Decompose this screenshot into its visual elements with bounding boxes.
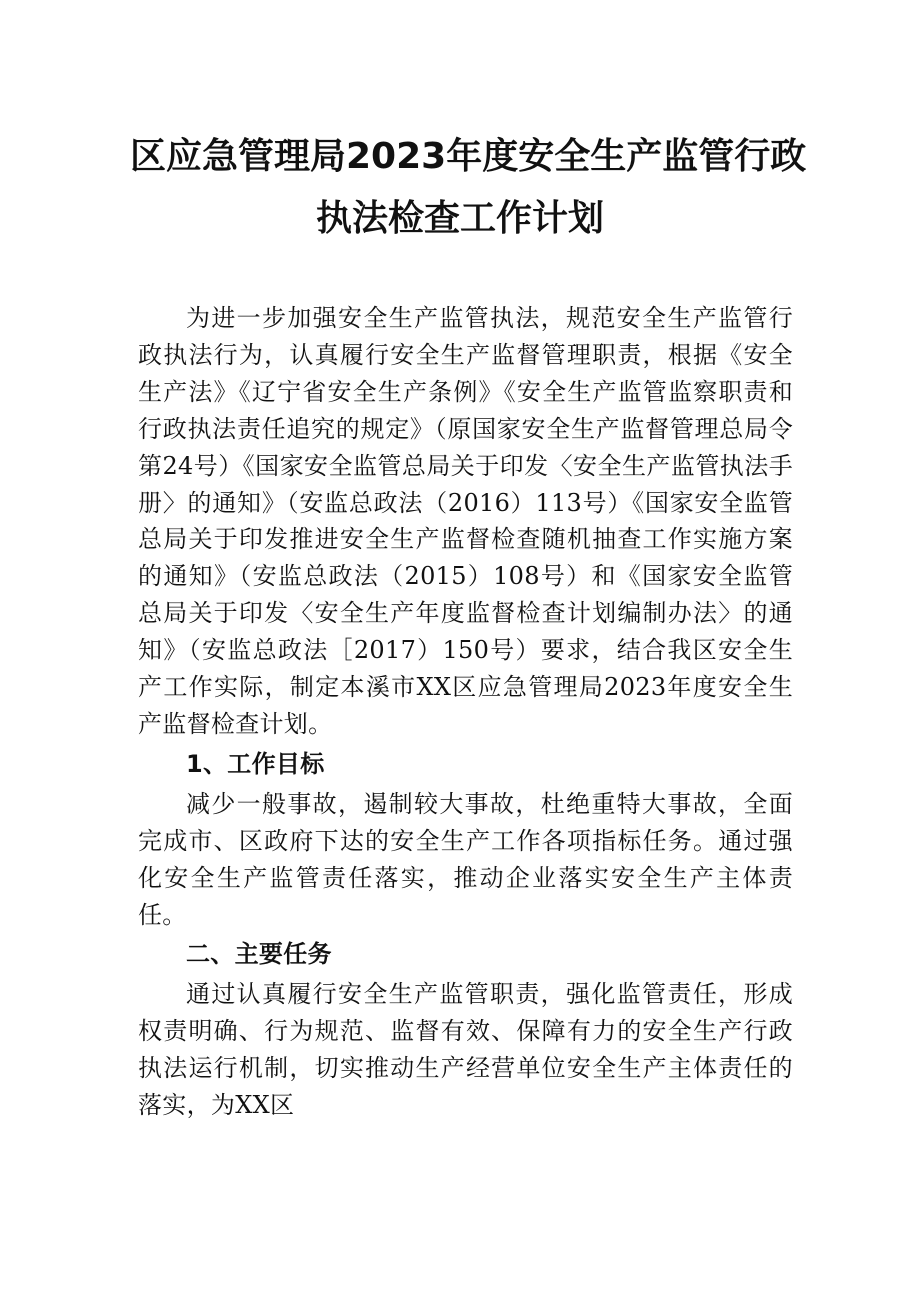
intro-paragraph: 为进一步加强安全生产监管执法，规范安全生产监管行政执法行为，认真履行安全生产监督管理职责，根据《安全生产法》《辽宁省安全生产条例》《安全生产监管监察职责和行政执法责任追究的规定》（原国家安全生产监督管理总局令第24号）《国家安全监管总局关于印发〈安全生产监管执法手册〉的通知》（安监总政法（2016）113号）《国家安全监管总局关于印发推进安全生产监督检查随机抽查工作实施方案的通知》（安监总政法（2015）108号）和《国家安全监管总局关于印发〈安全生产年度监督检查计划编制办法〉的通知》（安监总政法［2017）150号）要求，结合我区安全生产工作实际，制定本溪市XX区应急管理局2023年度安全生产监督检查计划。	[138, 304, 793, 738]
document-title-line-1: 区应急管理局2023年度安全生产监管行政	[130, 136, 807, 177]
document-body	[138, 300, 793, 1124]
document-title-line-2: 执法检查工作计划	[315, 198, 604, 239]
main-tasks-paragraph: 通过认真履行安全生产监管职责，强化监管责任，形成权责明确、行为规范、监督有效、保障有力的安全生产行政执法运行机制，切实推动生产经营单位安全生产主体责任的落实，为XX区	[138, 980, 793, 1120]
section-heading-main-tasks: 二、主要任务	[186, 940, 332, 969]
work-goals-paragraph: 减少一般事故，遏制较大事故，杜绝重特大事故，全面完成市、区政府下达的安全生产工作各项指标任务。通过强化安全生产监管责任落实，推动企业落实安全生产主体责任。	[138, 789, 793, 929]
section-heading-work-goals: 1、工作目标	[186, 749, 325, 778]
